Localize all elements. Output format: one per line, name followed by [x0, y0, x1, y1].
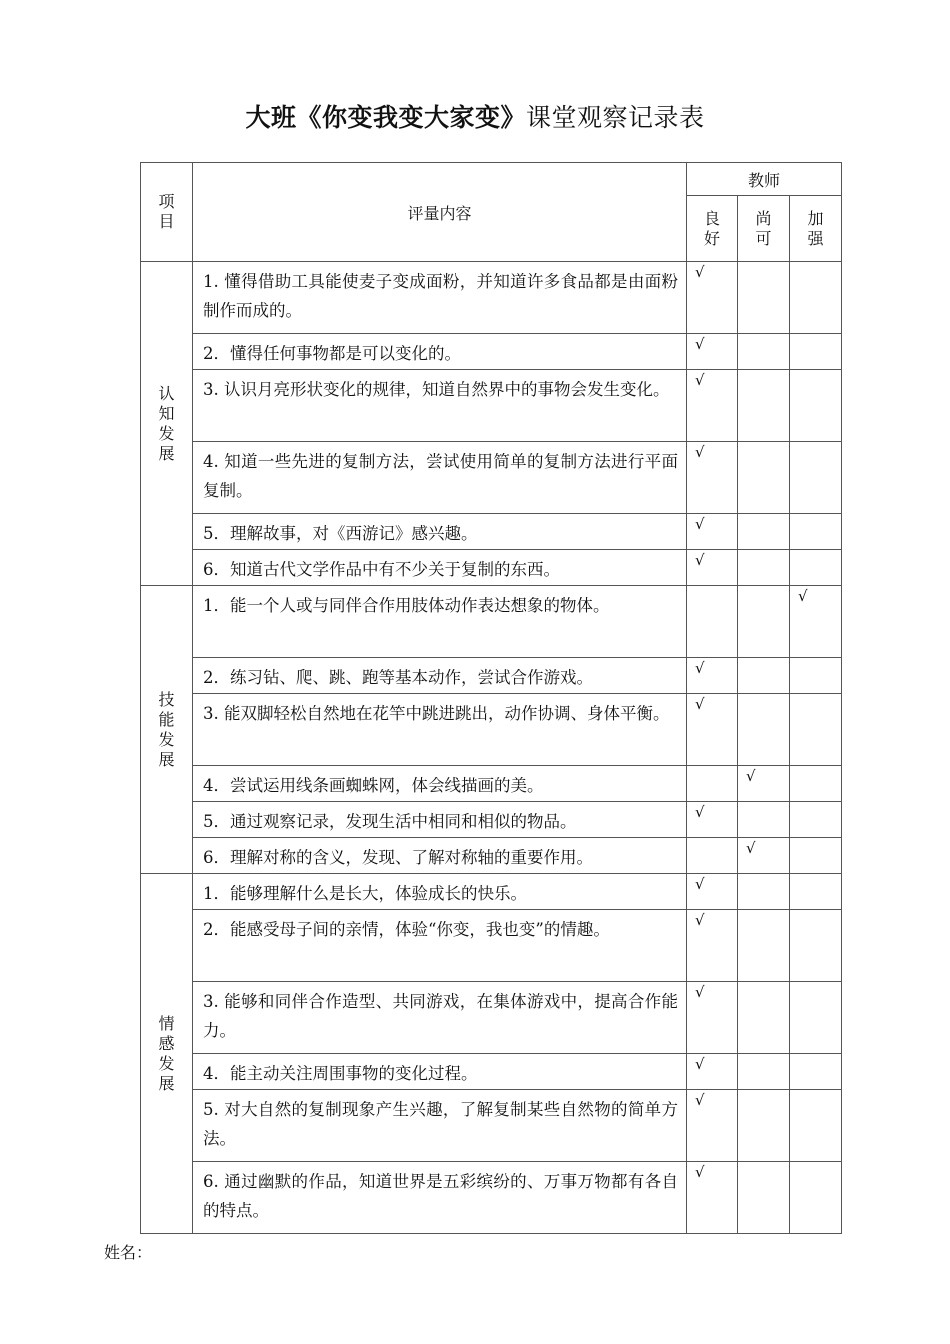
grade-cell-improve [790, 334, 842, 370]
grade-cell-good [687, 766, 738, 802]
grade-cell-fair [738, 874, 790, 910]
criterion-text: 1．能一个人或与同伴合作用肢体动作表达想象的物体。 [193, 586, 687, 658]
grade-cell-improve [790, 586, 842, 658]
grade-header-fair [738, 196, 790, 262]
grade-cell-good [687, 514, 738, 550]
grade-header-fair-bottom: 可 [755, 228, 772, 248]
criterion-text: 2．练习钻、爬、跳、跑等基本动作，尝试合作游戏。 [193, 658, 687, 694]
check-mark-icon: √ [695, 263, 705, 281]
check-mark-icon: √ [695, 695, 705, 713]
category-char: 感 [158, 1033, 175, 1053]
criterion-text: 6．理解对称的含义，发现、了解对称轴的重要作用。 [193, 838, 687, 874]
observation-table-body [141, 163, 842, 1234]
table-row [141, 802, 842, 838]
grade-cell-fair [738, 1162, 790, 1234]
grade-cell-fair [738, 334, 790, 370]
project-header [141, 163, 193, 262]
check-mark-icon: √ [695, 983, 705, 1001]
grade-header-improve-bottom: 强 [807, 228, 824, 248]
grade-cell-improve [790, 658, 842, 694]
category-char: 能 [158, 709, 175, 729]
grade-cell-improve [790, 874, 842, 910]
grade-header-good-bottom: 好 [703, 228, 720, 248]
grade-cell-good [687, 982, 738, 1054]
grade-cell-fair [738, 1054, 790, 1090]
grade-cell-fair [738, 514, 790, 550]
grade-cell-improve [790, 802, 842, 838]
table-row [141, 838, 842, 874]
grade-cell-fair [738, 910, 790, 982]
grade-cell-fair [738, 1090, 790, 1162]
check-mark-icon: √ [695, 515, 705, 533]
grade-cell-fair [738, 442, 790, 514]
check-mark-icon: √ [695, 1055, 705, 1073]
table-row [141, 1162, 842, 1234]
table-row [141, 334, 842, 370]
grade-header-improve-top: 加 [807, 208, 824, 228]
category-cognitive [141, 262, 193, 586]
teacher-header: 教师 [687, 163, 842, 196]
category-char: 发 [158, 1053, 175, 1073]
check-mark-icon: √ [695, 1091, 705, 1109]
grade-cell-good [687, 910, 738, 982]
page-title [0, 98, 950, 134]
grade-cell-good [687, 262, 738, 334]
grade-cell-fair [738, 586, 790, 658]
grade-cell-good [687, 442, 738, 514]
title-bold: 大班《你变我变大家变》 [245, 103, 526, 132]
grade-cell-improve [790, 514, 842, 550]
title-rest: 课堂观察记录表 [526, 103, 705, 132]
grade-cell-improve [790, 1054, 842, 1090]
check-mark-icon: √ [695, 335, 705, 353]
table-row [141, 766, 842, 802]
category-char: 认 [158, 383, 175, 403]
check-mark-icon: √ [798, 587, 808, 605]
observation-table [140, 162, 842, 1234]
grade-cell-good [687, 1090, 738, 1162]
table-row [141, 910, 842, 982]
grade-cell-improve [790, 910, 842, 982]
grade-cell-fair [738, 802, 790, 838]
check-mark-icon: √ [695, 1163, 705, 1181]
criterion-text: 2．懂得任何事物都是可以变化的。 [193, 334, 687, 370]
grade-cell-fair [738, 766, 790, 802]
category-emotional [141, 874, 193, 1234]
grade-cell-fair [738, 262, 790, 334]
table-row [141, 1090, 842, 1162]
grade-cell-good [687, 802, 738, 838]
table-row [141, 442, 842, 514]
check-mark-icon: √ [695, 911, 705, 929]
project-header-bottom: 目 [158, 212, 175, 231]
table-row [141, 982, 842, 1054]
grade-cell-improve [790, 838, 842, 874]
grade-cell-good [687, 1162, 738, 1234]
check-mark-icon: √ [695, 443, 705, 461]
grade-cell-good [687, 586, 738, 658]
check-mark-icon: √ [695, 875, 705, 893]
project-header-top: 项 [158, 192, 175, 211]
grade-cell-good [687, 334, 738, 370]
grade-cell-fair [738, 982, 790, 1054]
table-row [141, 694, 842, 766]
criterion-text: 3. 认识月亮形状变化的规律，知道自然界中的事物会发生变化。 [193, 370, 687, 442]
grade-header-good [687, 196, 738, 262]
grade-cell-good [687, 694, 738, 766]
grade-cell-fair [738, 694, 790, 766]
grade-cell-good [687, 370, 738, 442]
criterion-text: 2．能感受母子间的亲情，体验“你变，我也变”的情趣。 [193, 910, 687, 982]
table-row [141, 586, 842, 658]
criterion-text: 1．能够理解什么是长大，体验成长的快乐。 [193, 874, 687, 910]
table-row [141, 874, 842, 910]
table-row [141, 514, 842, 550]
category-char: 技 [158, 689, 175, 709]
category-char: 发 [158, 423, 175, 443]
grade-cell-good [687, 1054, 738, 1090]
table-row [141, 370, 842, 442]
grade-cell-improve [790, 982, 842, 1054]
criterion-text: 5. 对大自然的复制现象产生兴趣，了解复制某些自然物的简单方法。 [193, 1090, 687, 1162]
grade-cell-improve [790, 1162, 842, 1234]
category-char: 展 [158, 443, 175, 463]
grade-cell-improve [790, 694, 842, 766]
check-mark-icon: √ [746, 767, 756, 785]
grade-cell-fair [738, 550, 790, 586]
grade-header-fair-top: 尚 [755, 208, 772, 228]
category-skill [141, 586, 193, 874]
check-mark-icon: √ [695, 371, 705, 389]
check-mark-icon: √ [746, 839, 756, 857]
grade-header-improve [790, 196, 842, 262]
criterion-text: 6．知道古代文学作品中有不少关于复制的东西。 [193, 550, 687, 586]
grade-cell-improve [790, 442, 842, 514]
grade-cell-good [687, 550, 738, 586]
grade-cell-improve [790, 1090, 842, 1162]
criterion-text: 5．通过观察记录，发现生活中相同和相似的物品。 [193, 802, 687, 838]
name-label: 姓名： [104, 1243, 153, 1262]
table-row [141, 1054, 842, 1090]
grade-cell-improve [790, 766, 842, 802]
grade-cell-improve [790, 262, 842, 334]
category-char: 展 [158, 1073, 175, 1093]
grade-cell-good [687, 874, 738, 910]
category-char: 发 [158, 729, 175, 749]
check-mark-icon: √ [695, 803, 705, 821]
content-header: 评量内容 [193, 163, 687, 262]
criterion-text: 4. 知道一些先进的复制方法，尝试使用简单的复制方法进行平面复制。 [193, 442, 687, 514]
criterion-text: 6. 通过幽默的作品，知道世界是五彩缤纷的、万事万物都有各自的特点。 [193, 1162, 687, 1234]
criterion-text: 1. 懂得借助工具能使麦子变成面粉，并知道许多食品都是由面粉制作而成的。 [193, 262, 687, 334]
table-row [141, 658, 842, 694]
criterion-text: 4．尝试运用线条画蜘蛛网，体会线描画的美。 [193, 766, 687, 802]
check-mark-icon: √ [695, 551, 705, 569]
criterion-text: 4．能主动关注周围事物的变化过程。 [193, 1054, 687, 1090]
grade-cell-good [687, 838, 738, 874]
grade-cell-fair [738, 658, 790, 694]
criterion-text: 3. 能双脚轻松自然地在花竿中跳进跳出，动作协调、身体平衡。 [193, 694, 687, 766]
grade-header-good-top: 良 [703, 208, 720, 228]
criterion-text: 5．理解故事，对《西游记》感兴趣。 [193, 514, 687, 550]
grade-cell-improve [790, 370, 842, 442]
grade-cell-improve [790, 550, 842, 586]
criterion-text: 3. 能够和同伴合作造型、共同游戏，在集体游戏中，提高合作能力。 [193, 982, 687, 1054]
category-char: 展 [158, 749, 175, 769]
check-mark-icon: √ [695, 659, 705, 677]
grade-cell-fair [738, 370, 790, 442]
category-char: 知 [158, 403, 175, 423]
grade-cell-fair [738, 838, 790, 874]
table-row [141, 550, 842, 586]
category-char: 情 [158, 1013, 175, 1033]
header-row-1 [141, 163, 842, 196]
grade-cell-good [687, 658, 738, 694]
table-row [141, 262, 842, 334]
